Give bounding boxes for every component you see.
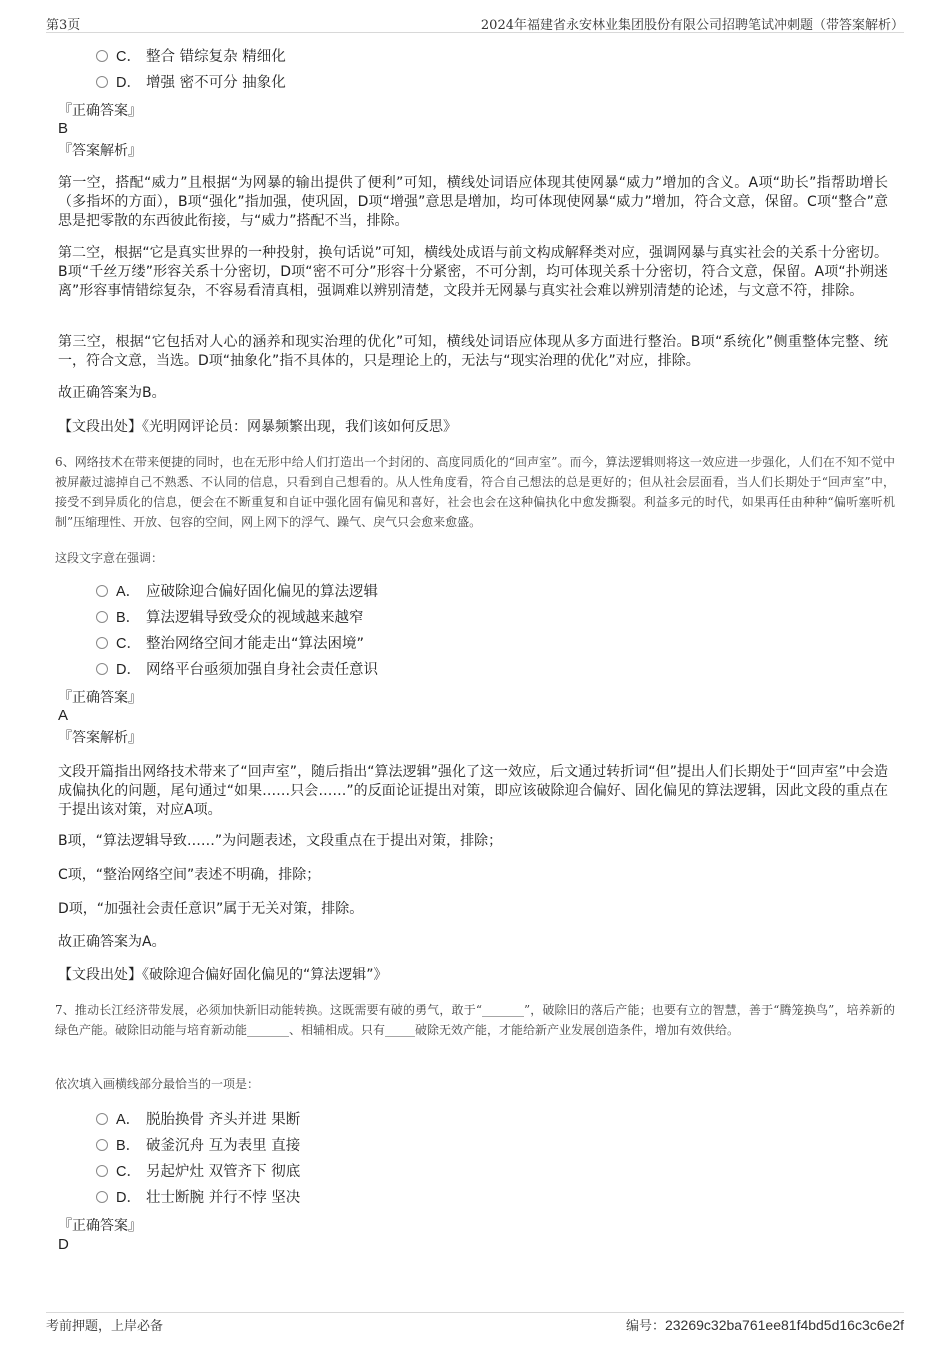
page-footer	[46, 1312, 904, 1337]
q6-option-a[interactable]: A． 应破除迎合偏好固化偏见的算法逻辑	[96, 582, 378, 602]
q6-analysis-p1: 文段开篇指出网络技术带来了“回声室”，随后指出“算法逻辑”强化了这一效应，后文通过转折词“但”提出人们长期处于“回声室”中会造成偏执化的问题，尾句通过“如果……只会……”的反面论证提出对策，即应该破除迎合偏好、固化偏见的算法逻辑，因此文段的重点在于提出该对策，对应A项。	[58, 764, 888, 818]
document-title: 2024年福建省永安林业集团股份有限公司招聘笔试冲刺题（带答案解析）	[480, 18, 904, 33]
radio-icon[interactable]	[96, 585, 108, 597]
radio-icon[interactable]	[96, 1165, 108, 1177]
q5-answer-label: 『正确答案』	[58, 103, 142, 119]
page-header	[46, 12, 904, 33]
q5-analysis-p2: 第二空，根据“它是真实世界的一种投射，换句话说”可知，横线处成语与前文构成解释类对应，强调网暴与真实社会的关系十分密切。B项“千丝万缕”形容关系十分密切，D项“密不可分”形容十分紧密，不可分割，均可体现关系十分密切，符合文意，保留。A项“扑朔迷离”形容事情错综复杂，不容易看清真相，强调难以辨别清楚，文段并无网暴与真实社会难以辨别清楚的论述，与文意不符，排除。	[58, 245, 888, 299]
footer-id-label: 编号：	[625, 1319, 665, 1334]
footer-id-code: 23269c32ba761ee81f4bd5d16c3c6e2f	[664, 1317, 904, 1333]
q6-question: 6、网络技术在带来便捷的同时，也在无形中给人们打造出一个封闭的、高度同质化的“回声室”。而今，算法逻辑则将这一效应进一步强化，人们在不知不觉中被屏蔽过滤掉自己不熟悉、不认同的信息，只看到自己想看的。从人性角度看，符合自己想法的总是更好的；但从社会层面看，当人们长期处于“回声室”中，接受不到异质化的信息，便会在不断重复和自证中强化固有偏见和喜好，社会也会在这种偏执化中愈发撕裂。利益多元的时代，如果再任由种种“偏听塞听机制”压缩理性、开放、包容的空间，网上网下的浮气、躁气、戾气只会愈来愈盛。	[55, 455, 895, 529]
radio-icon[interactable]	[96, 1139, 108, 1151]
radio-icon[interactable]	[96, 50, 108, 62]
q5-source: 【文段出处】《光明网评论员：网暴频繁出现，我们该如何反思》	[58, 419, 457, 435]
q6-analysis-p4: D项，“加强社会责任意识”属于无关对策，排除。	[58, 901, 364, 917]
q7-option-a[interactable]: A． 脱胎换骨 齐头并进 果断	[96, 1110, 300, 1130]
q7-question: 7、推动长江经济带发展，必须加快新旧动能转换。这既需要有破的勇气，敢于“_______”，破除旧的落后产能；也要有立的智慧，善于“腾笼换鸟”，培养新的绿色产能。破除旧动能与培育新动能_______、相辅相成。只有_____破除无效产能，才能给新产业发展创造条件，增加有效供给。	[55, 1003, 895, 1037]
radio-icon[interactable]	[96, 637, 108, 649]
q6-answer-label: 『正确答案』	[58, 690, 142, 706]
q6-answer: A	[58, 707, 69, 724]
q6-option-d[interactable]: D． 网络平台亟须加强自身社会责任意识	[96, 660, 378, 680]
q5-option-c[interactable]: C． 整合 错综复杂 精细化	[96, 47, 286, 67]
footer-slogan: 考前押题，上岸必备	[46, 1319, 164, 1334]
q7-option-d[interactable]: D． 壮士断腕 并行不悖 坚决	[96, 1188, 300, 1208]
q7-option-c[interactable]: C． 另起炉灶 双管齐下 彻底	[96, 1162, 300, 1182]
q5-conclusion: 故正确答案为B。	[58, 385, 166, 401]
q5-analysis-p1: 第一空，搭配“威力”且根据“为网暴的输出提供了便利”可知，横线处词语应体现其使网暴“威力”增加的含义。A项“助长”指帮助增长（多指坏的方面），B项“强化”指加强，使巩固，D项“增强”意思是增加，均可体现使网暴“威力”增加，符合文意，保留。C项“整合”意思是把零散的东西彼此衔接，与“威力”搭配不当，排除。	[58, 175, 888, 229]
q7-prompt: 依次填入画横线部分最恰当的一项是：	[55, 1077, 260, 1091]
radio-icon[interactable]	[96, 1113, 108, 1125]
q6-option-b[interactable]: B． 算法逻辑导致受众的视域越来越窄	[96, 608, 364, 628]
radio-icon[interactable]	[96, 76, 108, 88]
q7-answer-label: 『正确答案』	[58, 1218, 142, 1234]
q6-analysis-p3: C项，“整治网络空间”表述不明确，排除；	[58, 867, 321, 883]
radio-icon[interactable]	[96, 611, 108, 623]
footer-id	[626, 1315, 904, 1334]
q7-option-b[interactable]: B． 破釜沉舟 互为表里 直接	[96, 1136, 300, 1156]
q5-option-d[interactable]: D． 增强 密不可分 抽象化	[96, 73, 286, 93]
page-number: 第3页	[46, 18, 81, 33]
radio-icon[interactable]	[96, 663, 108, 675]
q5-analysis-label: 『答案解析』	[58, 143, 142, 159]
q7-answer: D	[58, 1236, 69, 1253]
q6-source: 【文段出处】《破除迎合偏好固化偏见的“算法逻辑”》	[58, 967, 388, 983]
q6-analysis-p2: B项，“算法逻辑导致……”为问题表述，文段重点在于提出对策，排除；	[58, 833, 503, 849]
q5-answer: B	[58, 120, 69, 137]
q6-analysis-label: 『答案解析』	[58, 730, 142, 746]
radio-icon[interactable]	[96, 1191, 108, 1203]
q6-option-c[interactable]: C． 整治网络空间才能走出“算法困境”	[96, 634, 364, 654]
q6-prompt: 这段文字意在强调：	[55, 551, 164, 565]
q6-conclusion: 故正确答案为A。	[58, 934, 166, 950]
q5-analysis-p3: 第三空，根据“它包括对人心的涵养和现实治理的优化”可知，横线处词语应体现从多方面进行整治。B项“系统化”侧重整体完整、统一，符合文意，当选。D项“抽象化”指不具体的，只是理论上的，无法与“现实治理的优化”对应，排除。	[58, 334, 888, 369]
